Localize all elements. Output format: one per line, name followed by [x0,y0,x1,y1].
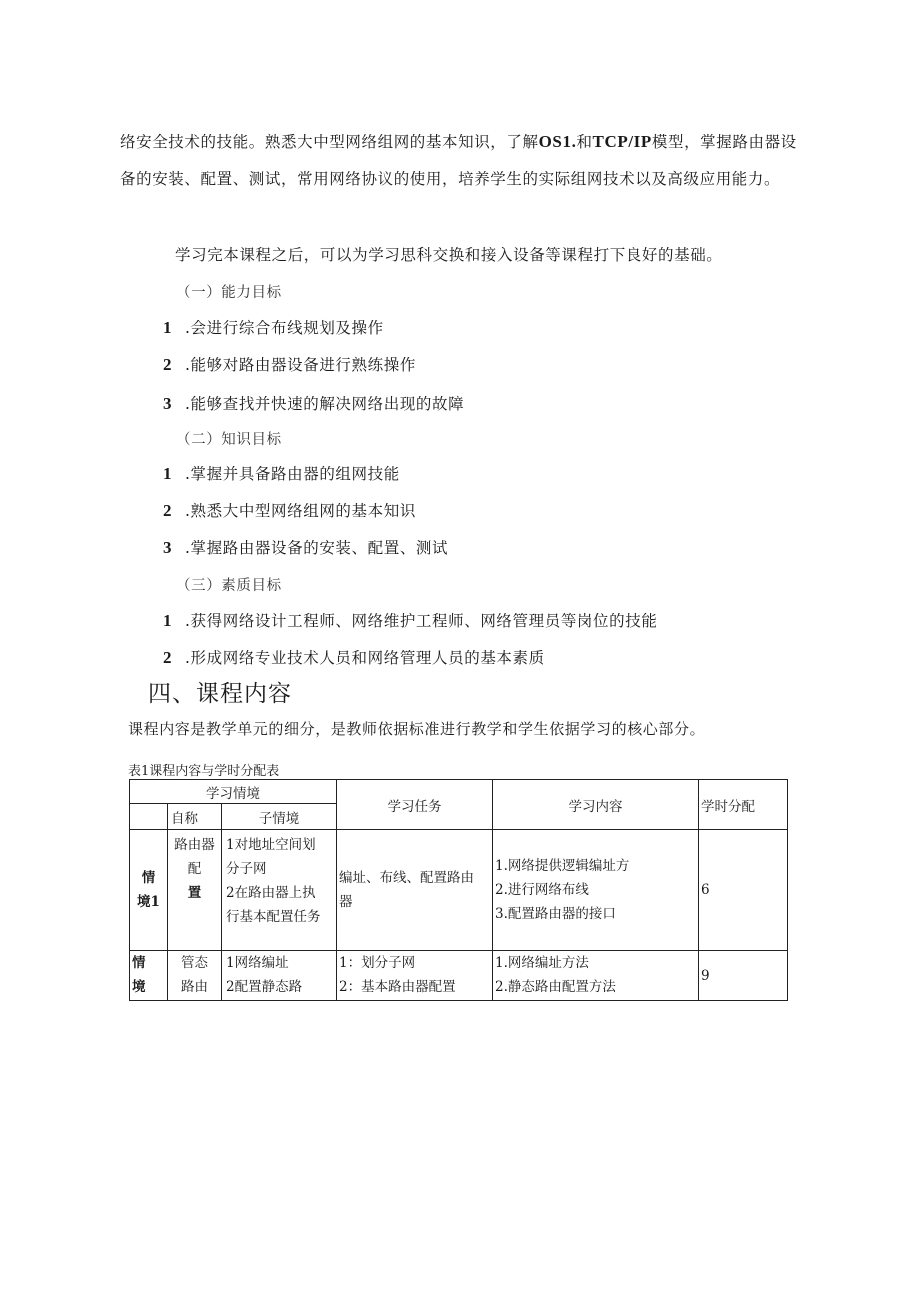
header-blank-cell [130,804,168,830]
row-hours: 6 [699,830,788,951]
table-caption: 表1课程内容与学时分配表 [128,764,280,779]
header-hours: 学时分配 [699,780,788,830]
row-hours: 9 [699,951,788,1001]
row-label: 情 境 [130,951,168,1001]
table-header-row [130,780,788,804]
ability-item-2: 2 .能够对路由器设备进行熟练操作 [163,355,416,374]
intro-paragraph [120,123,810,198]
row-content: 1.网络编址方法 2.静态路由配置方法 [493,951,699,1001]
row-name: 管态 路由 [168,951,222,1001]
row-task: 1：划分子网 2：基本路由器配置 [337,951,493,1001]
row-label: 情 境1 [130,830,168,951]
ability-item-3: 3 .能够查找并快速的解决网络出现的故障 [163,394,465,413]
header-sub-situation: 子情境 [222,804,337,830]
section-description: 课程内容是教学单元的细分，是教师依据标准进行教学和学生依据学习的核心部分。 [128,720,706,738]
knowledge-item-2: 2 .熟悉大中型网络组网的基本知识 [163,501,416,520]
quality-item-1: 1 .获得网络设计工程师、网络维护工程师、网络管理员等岗位的技能 [163,611,658,630]
intro-text-c: 和 [576,133,593,151]
table-row [130,951,788,1001]
header-learning-content: 学习内容 [493,780,699,830]
intro-tcpip: TCP/IP [592,132,652,151]
ability-item-1: 1 .会进行综合布线规划及操作 [163,318,384,337]
quality-item-2: 2 .形成网络专业技术人员和网络管理人员的基本素质 [163,648,545,667]
row-content: 1.网络提供逻辑编址方 2.进行网络布线 3.配置路由器的接口 [493,830,699,951]
knowledge-item-1: 1 .掌握并具备路由器的组网技能 [163,464,400,483]
course-content-table [129,779,788,1001]
header-learning-situation: 学习情境 [130,780,337,804]
header-learning-task: 学习任务 [337,780,493,830]
intro-osi: OS1. [538,132,577,151]
intro-paragraph-2: 学习完本课程之后，可以为学习思科交换和接入设备等课程打下良好的基础。 [175,246,723,264]
intro-text-e: 模型，掌握路由器设备的安装、配置、测试，常用网络协议的使用，培养学生的实际组网技术以及高级应用能力。 [120,133,797,188]
table-row [130,830,788,951]
row-task: 编址、布线、配置路由 器 [337,830,493,951]
row-sub-situation: 1对地址空间划 分子网 2在路由器上执 行基本配置任务 [222,830,337,951]
row-sub-situation: 1网络编址 2配置静态路 [222,951,337,1001]
intro-text-a: 络安全技术的技能。熟悉大中型网络组网的基本知识，了解 [120,133,539,151]
knowledge-heading: （二）知识目标 [176,432,282,448]
row-name: 路由器 配 置 [168,830,222,951]
ability-heading: （一）能力目标 [176,285,282,301]
quality-heading: （三）素质目标 [176,578,282,594]
header-name: 自称 [168,804,222,830]
knowledge-item-3: 3 .掌握路由器设备的安装、配置、测试 [163,538,449,557]
section-title: 四、课程内容 [148,681,292,707]
